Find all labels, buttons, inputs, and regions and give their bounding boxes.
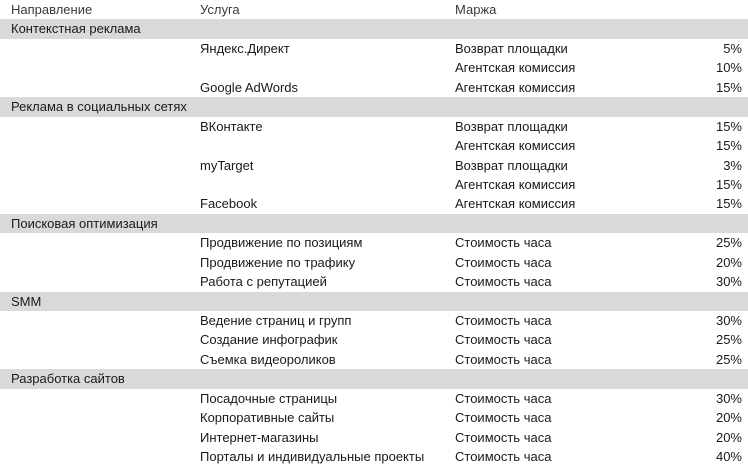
margin-value-cell: 30% xyxy=(715,274,742,290)
table-row xyxy=(0,389,748,408)
section-title: SMM xyxy=(11,293,42,309)
margin-type-cell: Стоимость часа xyxy=(455,254,552,270)
service-cell: myTarget xyxy=(200,157,254,173)
margin-type-cell: Агентская комиссия xyxy=(455,79,576,95)
margin-value-cell: 3% xyxy=(723,157,742,173)
header-margin: Маржа xyxy=(455,2,497,17)
margin-type-cell: Стоимость часа xyxy=(455,235,552,251)
section-row xyxy=(0,97,748,116)
margin-type-cell: Возврат площадки xyxy=(455,118,568,134)
margin-type-cell: Возврат площадки xyxy=(455,157,568,173)
margin-value-cell: 30% xyxy=(715,390,742,406)
table-row xyxy=(0,330,748,349)
service-cell: ВКонтакте xyxy=(200,118,263,134)
section-title: Контекстная реклама xyxy=(11,21,141,37)
table-row xyxy=(0,253,748,272)
service-cell: Работа с репутацией xyxy=(200,274,327,290)
service-cell: Ведение страниц и групп xyxy=(200,313,352,328)
margin-type-cell: Возврат площадки xyxy=(455,40,568,56)
service-cell: Съемка видеороликов xyxy=(200,351,336,367)
service-cell: Google AdWords xyxy=(200,79,299,95)
margin-type-cell: Стоимость часа xyxy=(455,390,552,406)
table-row xyxy=(0,350,748,369)
margin-value-cell: 25% xyxy=(715,351,742,367)
service-cell: Создание инфографик xyxy=(200,332,338,348)
table-row xyxy=(0,428,748,447)
table-row xyxy=(0,39,748,58)
margin-value-cell: 20% xyxy=(715,254,742,270)
margin-value-cell: 15% xyxy=(715,118,742,134)
service-cell: Посадочные страницы xyxy=(200,390,338,406)
table-row xyxy=(0,408,748,427)
section-title: Разработка сайтов xyxy=(11,371,125,387)
margin-type-cell: Агентская комиссия xyxy=(455,138,576,154)
service-cell: Продвижение по трафику xyxy=(200,254,356,270)
section-title: Реклама в социальных сетях xyxy=(11,99,187,115)
table-row xyxy=(0,58,748,77)
service-cell: Продвижение по позициям xyxy=(200,235,363,251)
table-row xyxy=(0,156,748,175)
margin-type-cell: Стоимость часа xyxy=(455,351,552,367)
header-direction: Направление xyxy=(11,2,93,17)
section-title: Поисковая оптимизация xyxy=(11,215,158,231)
margin-value-cell: 30% xyxy=(715,313,742,328)
service-cell: Порталы и индивидуальные проекты xyxy=(200,449,425,465)
section-row xyxy=(0,292,748,311)
margin-type-cell: Стоимость часа xyxy=(455,410,552,426)
margin-value-cell: 20% xyxy=(715,410,742,426)
table-row xyxy=(0,447,748,466)
service-cell: Корпоративные сайты xyxy=(200,410,335,426)
margin-type-cell: Агентская комиссия xyxy=(455,196,576,212)
table-row xyxy=(0,78,748,97)
table-row xyxy=(0,272,748,291)
table-row xyxy=(0,311,748,330)
table-row xyxy=(0,233,748,252)
service-cell: Интернет-магазины xyxy=(200,429,319,445)
margin-value-cell: 25% xyxy=(715,332,742,348)
margin-type-cell: Агентская комиссия xyxy=(455,176,576,192)
margin-type-cell: Стоимость часа xyxy=(455,429,552,445)
section-row xyxy=(0,369,748,388)
margin-type-cell: Стоимость часа xyxy=(455,313,552,328)
margin-value-cell: 15% xyxy=(715,138,742,154)
margin-type-cell: Стоимость часа xyxy=(455,449,552,465)
margin-value-cell: 20% xyxy=(715,429,742,445)
section-row xyxy=(0,19,748,38)
header-service: Услуга xyxy=(200,2,240,17)
table-row xyxy=(0,194,748,213)
service-cell: Яндекс.Директ xyxy=(200,40,290,56)
table-row xyxy=(0,175,748,194)
margin-value-cell: 10% xyxy=(715,60,742,76)
margin-value-cell: 5% xyxy=(723,40,742,56)
table-header xyxy=(0,0,748,19)
table-row xyxy=(0,136,748,155)
margin-value-cell: 40% xyxy=(715,449,742,465)
margin-value-cell: 15% xyxy=(715,176,742,192)
margin-type-cell: Стоимость часа xyxy=(455,274,552,290)
margin-value-cell: 15% xyxy=(715,196,742,212)
table-body xyxy=(0,19,748,466)
margin-value-cell: 25% xyxy=(715,235,742,251)
table-row xyxy=(0,117,748,136)
section-row xyxy=(0,214,748,233)
margin-value-cell: 15% xyxy=(715,79,742,95)
service-cell: Facebook xyxy=(200,196,258,212)
margin-type-cell: Агентская комиссия xyxy=(455,60,576,76)
margin-type-cell: Стоимость часа xyxy=(455,332,552,348)
